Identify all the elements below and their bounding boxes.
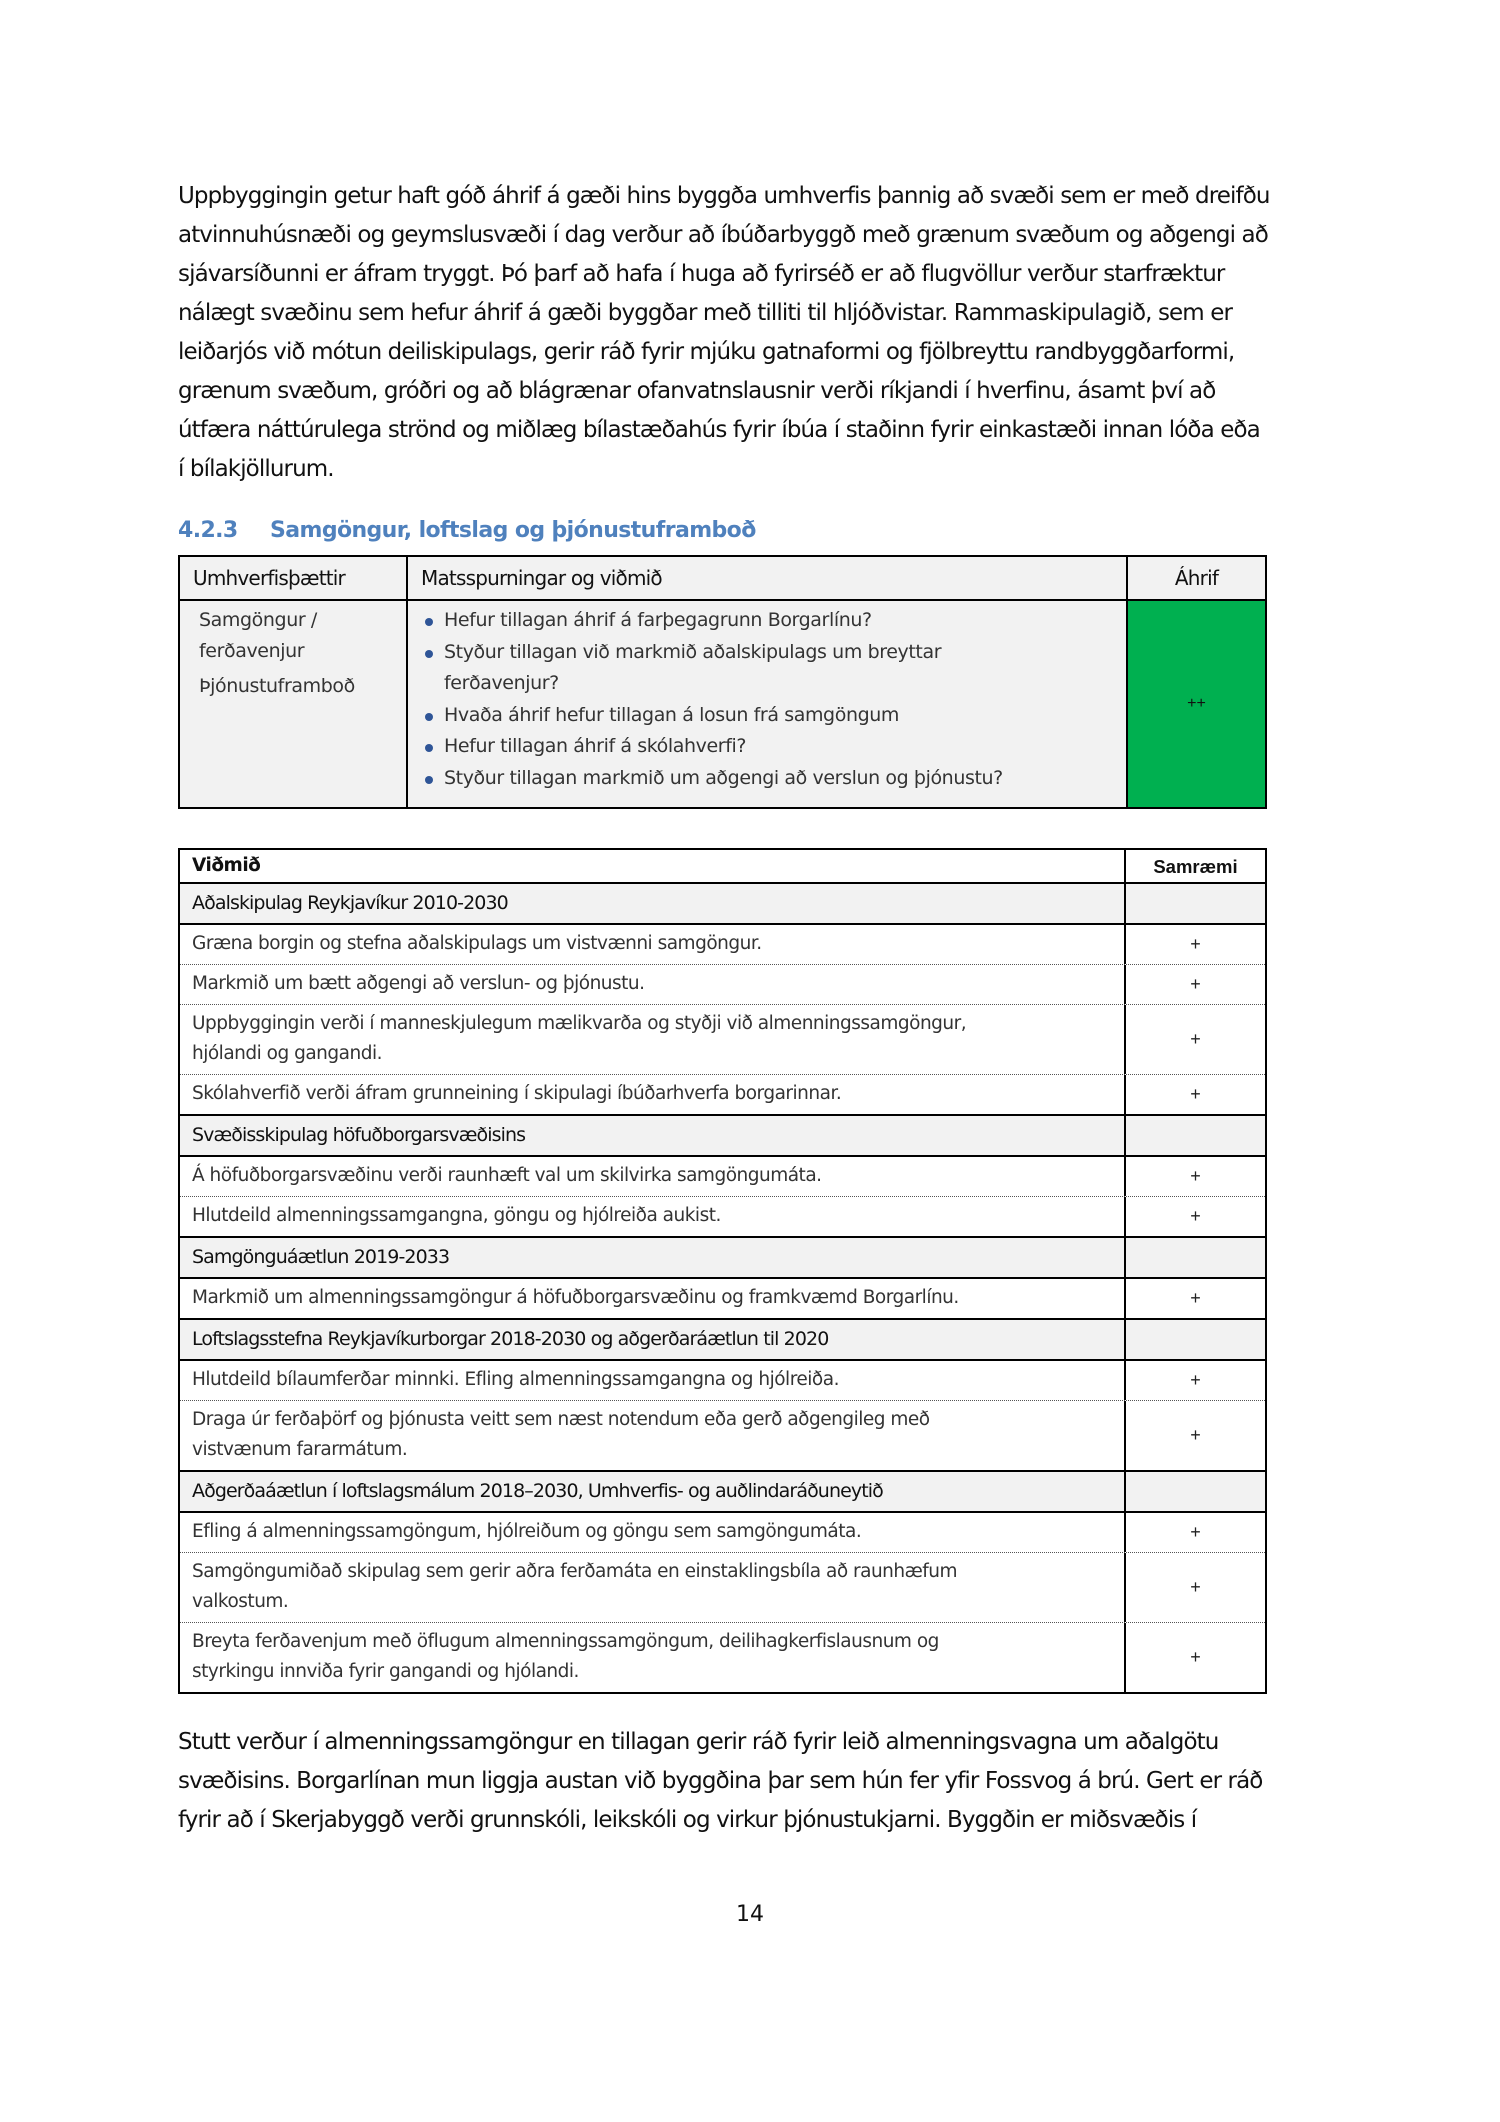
text-line: hjólandi og gangandi. bbox=[192, 1043, 382, 1064]
conformity-value: + bbox=[1190, 1029, 1201, 1049]
text-line: nálægt svæðinu sem hefur áhrif á gæði byggðar með tilliti til hljóðvistar. Rammaskipulagið, sem er bbox=[178, 300, 1233, 326]
text-line: Hlutdeild almenningssamgangna, göngu og hjólreiða aukist. bbox=[192, 1205, 721, 1226]
table-row bbox=[180, 1279, 1265, 1320]
column-header: Samræmi bbox=[1153, 855, 1238, 877]
text-line: Markmið um almenningssamgöngur á höfuðborgarsvæðinu og framkvæmd Borgarlínu. bbox=[192, 1287, 959, 1308]
section-row bbox=[180, 1320, 1265, 1361]
table-row bbox=[180, 1197, 1265, 1238]
section-title: Samgöngur, loftslag og þjónustuframboð bbox=[270, 518, 756, 543]
impact-column bbox=[1128, 557, 1265, 807]
factors-column bbox=[180, 557, 408, 807]
text-line: Hlutdeild bílaumferðar minnki. Efling almenningssamgangna og hjólreiða. bbox=[192, 1369, 839, 1390]
text-line: Breyta ferðavenjum með öflugum almenningssamgöngum, deilihagkerfislausnum og bbox=[192, 1631, 939, 1652]
criterion-text bbox=[180, 1075, 1126, 1114]
text-line: Uppbyggingin getur haft góð áhrif á gæði hins byggða umhverfis þannig að svæði sem er með dreifðu bbox=[178, 183, 1270, 209]
conformity-value: + bbox=[1190, 974, 1201, 994]
text-line: í bílakjöllurum. bbox=[178, 456, 334, 482]
text-line: valkostum. bbox=[192, 1591, 289, 1612]
section-value-cell bbox=[1126, 1472, 1265, 1511]
table-row bbox=[180, 1513, 1265, 1553]
section-title: Loftslagsstefna Reykjavíkurborgar 2018-2030 og aðgerðaráætlun til 2020 bbox=[180, 1320, 1126, 1359]
text-line: Stutt verður í almenningssamgöngur en tillagan gerir ráð fyrir leið almenningsvagna um aðalgötu bbox=[178, 1729, 1219, 1755]
column-header: Áhrif bbox=[1128, 557, 1265, 601]
section-row bbox=[180, 1116, 1265, 1157]
text-line: fyrir að í Skerjabyggð verði grunnskóli, leikskóli og virkur þjónustukjarni. Byggðin er miðsvæðis í bbox=[178, 1807, 1197, 1833]
table-row bbox=[180, 925, 1265, 965]
text-line: Græna borgin og stefna aðalskipulags um vistvænni samgöngur. bbox=[192, 933, 762, 954]
section-title: Aðalskipulag Reykjavíkur 2010-2030 bbox=[180, 884, 1126, 923]
factor-text: Samgöngur / bbox=[199, 609, 317, 631]
criterion-text bbox=[180, 965, 1126, 1004]
section-heading bbox=[178, 518, 756, 543]
question-item: Styður tillagan við markmið aðalskipulags um breyttar ferðavenjur? bbox=[422, 637, 1126, 700]
criterion-text bbox=[180, 1279, 1126, 1318]
text-line: leiðarjós við mótun deiliskipulags, gerir ráð fyrir mjúku gatnaformi og fjölbreyttu randbyggðarformi, bbox=[178, 339, 1235, 365]
criterion-text bbox=[180, 925, 1126, 964]
table-row bbox=[180, 1075, 1265, 1116]
section-title: Svæðisskipulag höfuðborgarsvæðisins bbox=[180, 1116, 1126, 1155]
section-value-cell bbox=[1126, 1116, 1265, 1155]
text-line: grænum svæðum, gróðri og að blágrænar ofanvatnslausnir verði ríkjandi í hverfinu, ásamt því að bbox=[178, 378, 1216, 404]
text-line: vistvænum fararmátum. bbox=[192, 1439, 408, 1460]
closing-paragraph bbox=[178, 1723, 1338, 1840]
table-header-row bbox=[180, 850, 1265, 884]
text-line: útfæra náttúrulega strönd og miðlæg bílastæðahús fyrir íbúa í staðinn fyrir einkastæði innan lóða eða bbox=[178, 417, 1260, 443]
conformity-value: + bbox=[1190, 1425, 1201, 1445]
conformity-value: + bbox=[1190, 1288, 1201, 1308]
criteria-table bbox=[178, 848, 1267, 1694]
conformity-value: + bbox=[1190, 1084, 1201, 1104]
table-row bbox=[180, 1157, 1265, 1197]
criterion-text bbox=[180, 1197, 1126, 1236]
text-line: Draga úr ferðaþörf og þjónusta veitt sem næst notendum eða gerð aðgengileg með bbox=[192, 1409, 930, 1430]
text-line: Samgöngumiðað skipulag sem gerir aðra ferðamáta en einstaklingsbíla að raunhæfum bbox=[192, 1561, 958, 1582]
factor-text: ferðavenjur bbox=[199, 640, 305, 662]
column-header: Umhverfisþættir bbox=[180, 557, 406, 601]
table-row bbox=[180, 1361, 1265, 1401]
section-title: Aðgerðaáætlun í loftslagsmálum 2018–2030, Umhverfis- og auðlindaráðuneytið bbox=[180, 1472, 1126, 1511]
criterion-text bbox=[180, 1401, 1126, 1470]
conformity-value: + bbox=[1190, 1166, 1201, 1186]
column-header: Viðmið bbox=[180, 850, 1126, 882]
text-line: atvinnuhúsnæði og geymslusvæði í dag verður að íbúðarbyggð með grænum svæðum og aðgengi að bbox=[178, 222, 1268, 248]
section-value-cell bbox=[1126, 1320, 1265, 1359]
column-header: Matsspurningar og viðmið bbox=[408, 557, 1126, 601]
text-line: sjávarsíðunni er áfram tryggt. Þó þarf að hafa í huga að fyrirséð er að flugvöllur verður starfræktur bbox=[178, 261, 1225, 287]
question-item: Hefur tillagan áhrif á farþegagrunn Borgarlínu? bbox=[422, 605, 1126, 637]
table-row bbox=[180, 1401, 1265, 1472]
criterion-text bbox=[180, 1623, 1126, 1692]
section-value-cell bbox=[1126, 1238, 1265, 1277]
conformity-value: + bbox=[1190, 1206, 1201, 1226]
table-row bbox=[180, 1005, 1265, 1075]
text-line: svæðisins. Borgarlínan mun liggja austan við byggðina þar sem hún fer yfir Fossvog á brú. Gert er ráð bbox=[178, 1768, 1263, 1794]
section-title: Samgönguáætlun 2019-2033 bbox=[180, 1238, 1126, 1277]
table-row bbox=[180, 1553, 1265, 1623]
question-item: Styður tillagan markmið um aðgengi að verslun og þjónustu? bbox=[422, 763, 1126, 795]
criterion-text bbox=[180, 1157, 1126, 1196]
section-value-cell bbox=[1126, 884, 1265, 923]
factors-cell bbox=[180, 601, 406, 702]
section-row bbox=[180, 1238, 1265, 1279]
question-item: Hefur tillagan áhrif á skólahverfi? bbox=[422, 731, 1126, 763]
criterion-text bbox=[180, 1553, 1126, 1622]
table-row bbox=[180, 965, 1265, 1005]
text-line: Markmið um bætt aðgengi að verslun- og þjónustu. bbox=[192, 973, 645, 994]
conformity-value: + bbox=[1190, 1522, 1201, 1542]
criterion-text bbox=[180, 1513, 1126, 1552]
question-item: Hvaða áhrif hefur tillagan á losun frá samgöngum bbox=[422, 700, 1126, 732]
text-line: Efling á almenningssamgöngum, hjólreiðum og göngu sem samgöngumáta. bbox=[192, 1521, 862, 1542]
section-row bbox=[180, 1472, 1265, 1513]
section-number: 4.2.3 bbox=[178, 518, 238, 543]
page-number: 14 bbox=[736, 1902, 764, 1927]
factor-text: Þjónustuframboð bbox=[199, 675, 355, 697]
intro-paragraph bbox=[178, 177, 1338, 489]
assessment-table bbox=[178, 555, 1267, 809]
questions-list bbox=[408, 601, 1126, 794]
criterion-text bbox=[180, 1005, 1126, 1074]
conformity-value: + bbox=[1190, 1577, 1201, 1597]
text-line: Uppbyggingin verði í manneskjulegum mælikvarða og styðji við almenningssamgöngur, bbox=[192, 1013, 967, 1034]
criterion-text bbox=[180, 1361, 1126, 1400]
section-row bbox=[180, 884, 1265, 925]
text-line: styrkingu innviða fyrir gangandi og hjólandi. bbox=[192, 1661, 579, 1682]
questions-column bbox=[408, 557, 1128, 807]
conformity-value: + bbox=[1190, 1647, 1201, 1667]
text-line: Á höfuðborgarsvæðinu verði raunhæft val um skilvirka samgöngumáta. bbox=[192, 1165, 822, 1186]
conformity-value: + bbox=[1190, 934, 1201, 954]
table-row bbox=[180, 1623, 1265, 1692]
conformity-value: + bbox=[1190, 1370, 1201, 1390]
impact-rating: ++ bbox=[1128, 601, 1265, 807]
text-line: Skólahverfið verði áfram grunneining í skipulagi íbúðarhverfa borgarinnar. bbox=[192, 1083, 842, 1104]
